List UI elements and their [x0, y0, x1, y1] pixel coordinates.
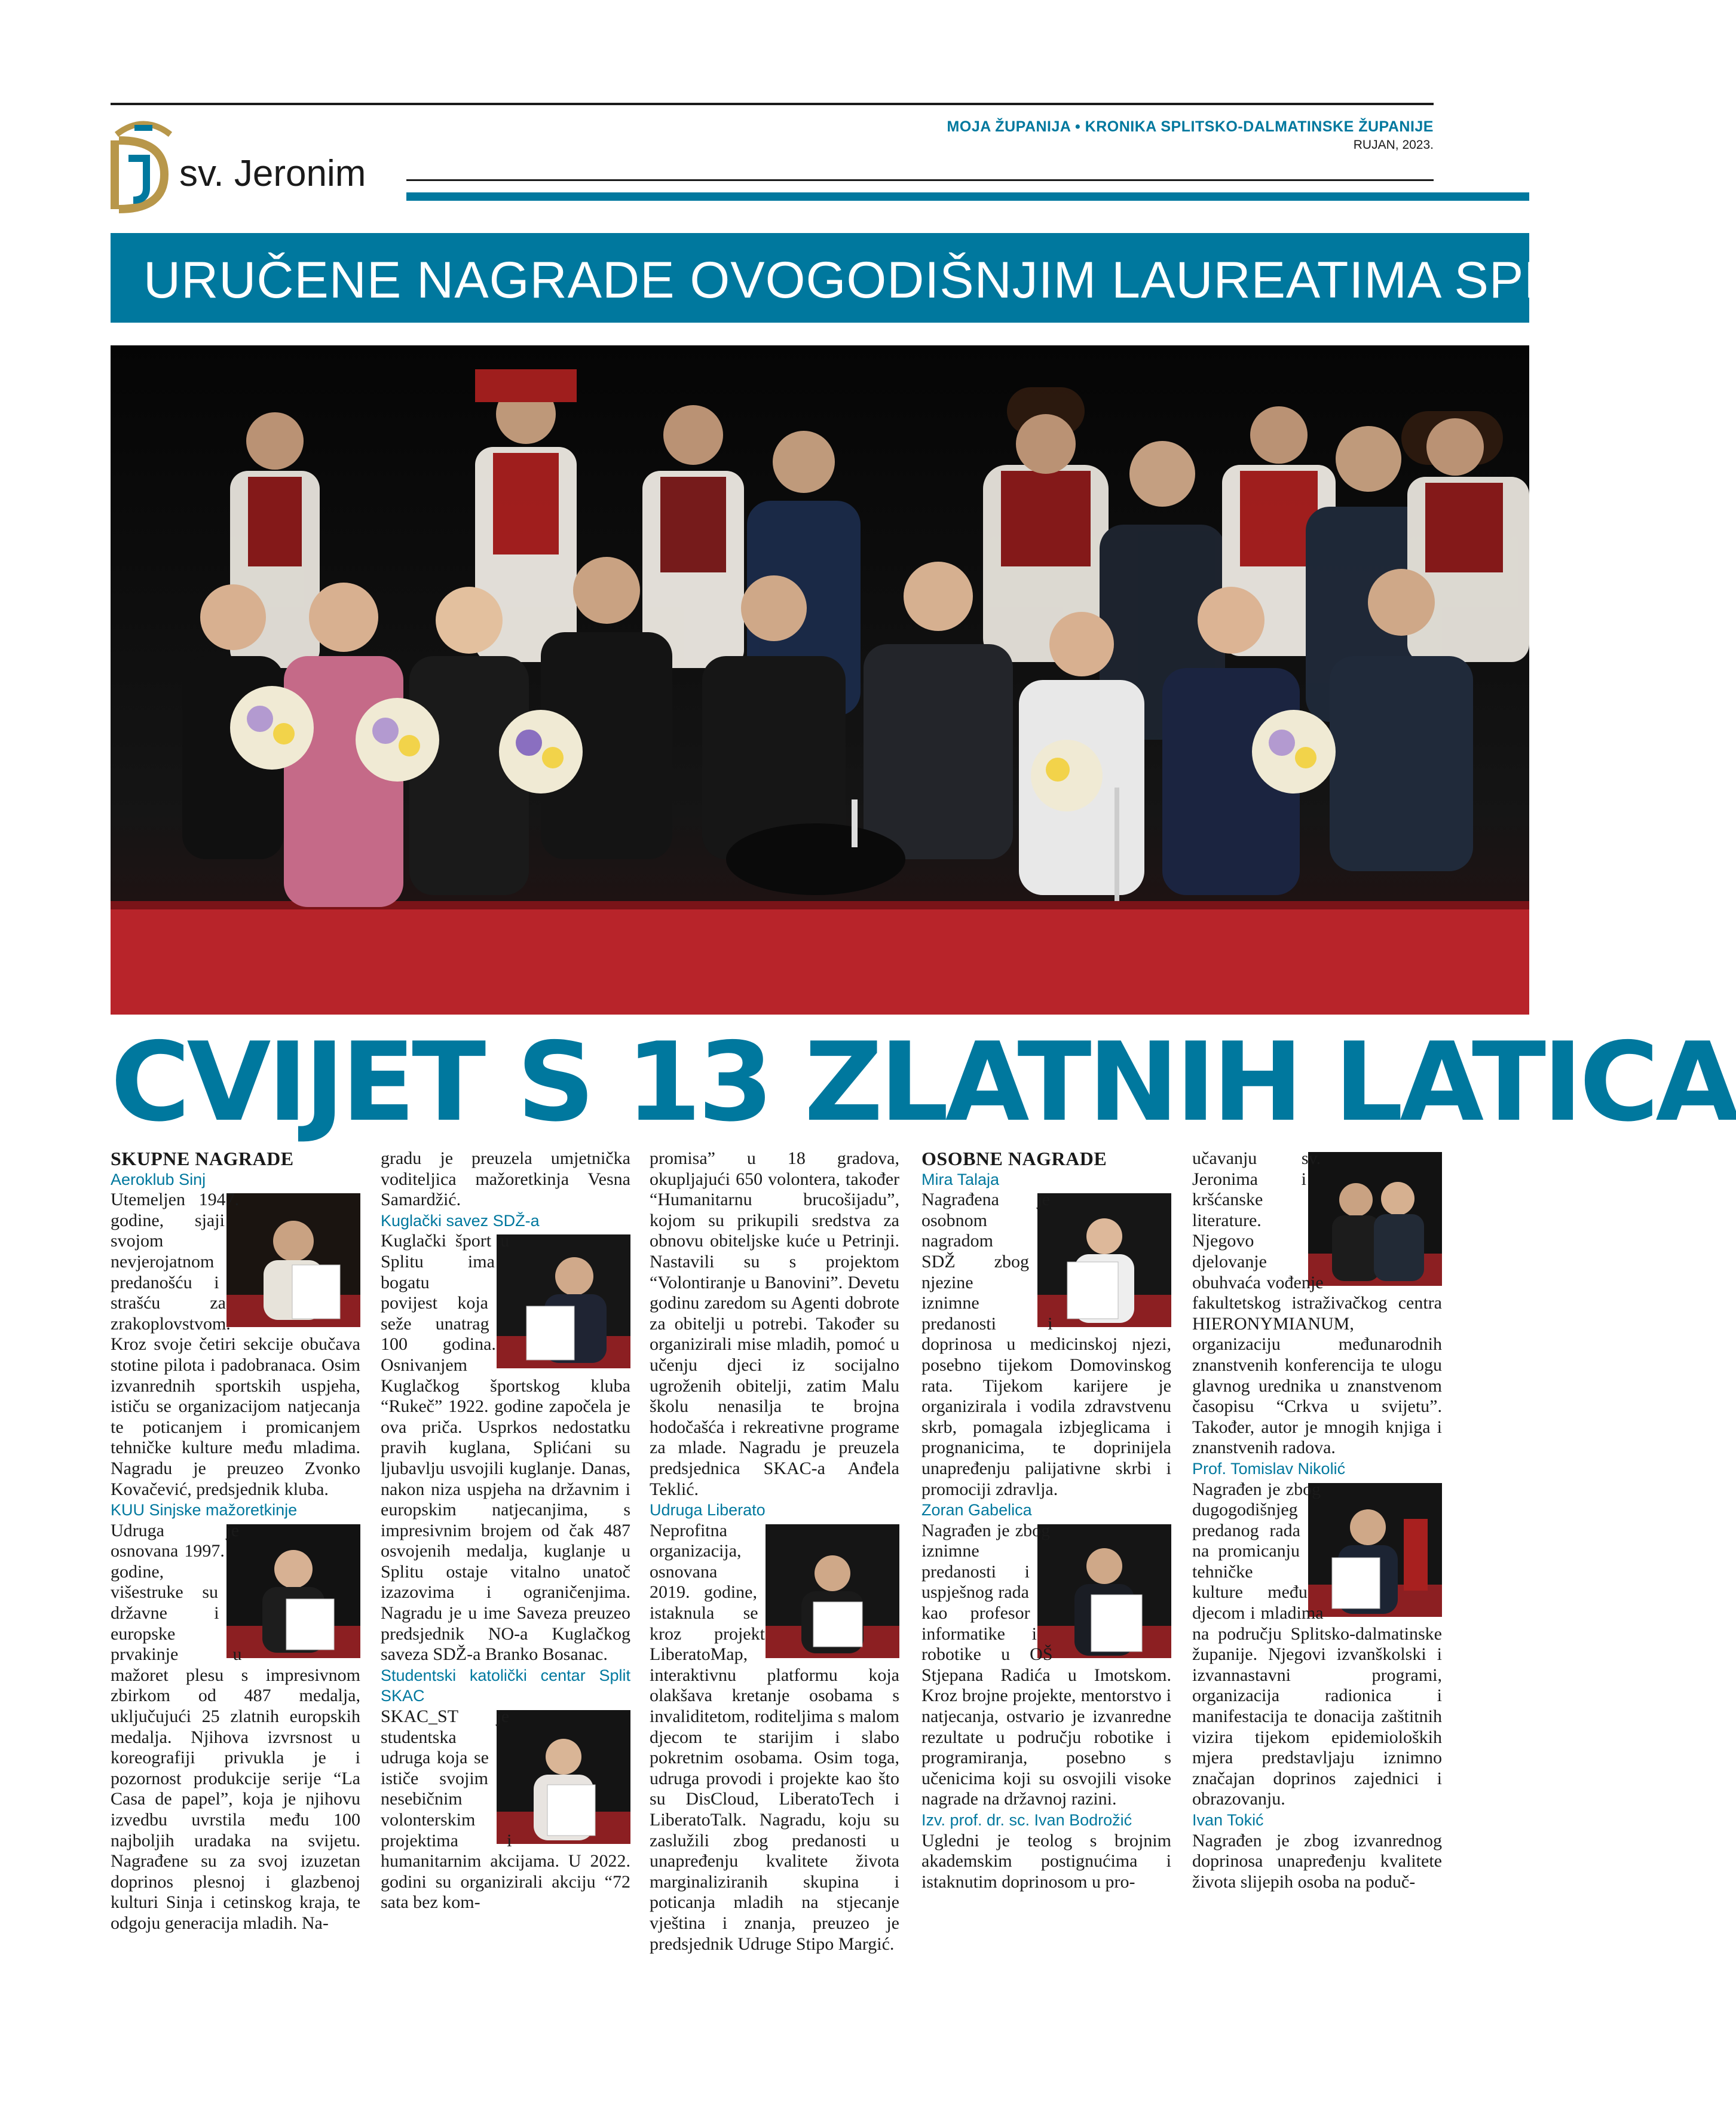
- issue-date: RUJAN, 2023.: [1353, 138, 1434, 152]
- award-title-udruga-liberato: Udruga Liberato: [650, 1501, 766, 1519]
- award-title-mira-talaja: Mira Talaja: [921, 1170, 1000, 1188]
- portrait-aeroklub-sinj: [226, 1193, 360, 1327]
- award-text-tomislav-nikolic: Nagrađen je zbog dugogodišnjeg predanog rada na promicanju tehničke kulture među djecom i mladima na području Splitsko-dalmatinske županije. Njegovi izvanškolski i izvannastavni programi, organizacija radionica i manifestacija te donacija zaštitnih vizira tijekom epidemioloških mjera predstavljaju iznimno značajan doprinos zajednici i obrazovanju.: [1192, 1479, 1442, 1809]
- masthead: [947, 118, 1434, 152]
- column-3: [650, 1148, 899, 1954]
- award-title-skac: Studentski katolički centar Split SKAC: [381, 1666, 630, 1705]
- award-title-tomislav-nikolic: Prof. Tomislav Nikolić: [1192, 1459, 1346, 1478]
- column-2: [381, 1148, 630, 1913]
- award-text-aeroklub-sinj: Utemeljen 1947. godine, sjaji svojom nevjerojatnom predanošću i strašću za zrakoplovstvom. Kroz svoje četiri sekcije obučava stotine pilota i padobranaca. Osim izvanrednih sportskih uspjeha, ističu se organizacijom natjecanja te poticanjem i promicanjem tehničke kulture među mladima. Nagradu je preuzeo Zvonko Kovačević, predsjednik kluba.: [111, 1190, 360, 1499]
- portrait-skac: [497, 1710, 630, 1844]
- continuation-text: učavanju sv. Jeronima i kršćanske literature. Njegovo djelovanje obuhvaća vođenje fakultetskog istraživačkog centra HIERONYMIANUM, organizaciju međunarodnih znanstvenih konferencija te ulogu glavnog urednika u znanstvenom časopisu “Crkva u svijetu”. Također, autor je mnogih knjiga i znanstvenih radova.: [1192, 1148, 1442, 1458]
- award-title-sinjske-mazoretkinje: KUU Sinjske mažoretkinje: [111, 1501, 298, 1519]
- portrait-zoran-gabelica: [1037, 1524, 1171, 1658]
- section-heading-personal-awards: OSOBNE NAGRADE: [921, 1148, 1107, 1169]
- column-1: [111, 1148, 360, 1934]
- award-text-ivan-tokic: Nagrađen je zbog izvanrednog doprinosa unapređenju kvalitete života slijepih osoba na poduč-: [1192, 1830, 1442, 1892]
- award-text-udruga-liberato: Neprofitna organizacija, osnovana 2019. godine, istaknula se kroz projekt LiberatoMap, interaktivnu platformu koja olakšava kretanje osobama s invaliditetom, roditeljima s malom djecom te starijim i slabo pokretnim osobama. Osim toga, udruga provodi i projekte kao što su DisCloud, LiberatoTech i LiberatoTalk. Nagradu, koju su zaslužili zbog predanosti u unapređenju kvalitete života marginaliziranih skupina i poticanja mladih na stjecanje vještina i znanja, preuzeo je predsjednik Udruge Stipo Margić.: [650, 1520, 899, 1954]
- header-rule: [406, 179, 1434, 181]
- column-4: [921, 1148, 1171, 1892]
- publication-name: MOJA ŽUPANIJA • KRONIKA SPLITSKO-DALMATINSKE ŽUPANIJE: [947, 118, 1434, 135]
- award-text-ivan-bodrozic: Ugledni je teolog s brojnim akademskim postignućima i istaknutim doprinosom u pro-: [921, 1830, 1171, 1892]
- portrait-tomislav-nikolic: [1308, 1483, 1442, 1617]
- award-title-aeroklub-sinj: Aeroklub Sinj: [111, 1170, 206, 1188]
- portrait-kuglacki-savez: [497, 1234, 630, 1368]
- headline: CVIJET S 13 ZLATNIH LATICA: [111, 1019, 1736, 1145]
- portrait-mira-talaja: [1037, 1193, 1171, 1327]
- continuation-text: gradu je preuzela umjetnička voditeljica mažoretkinja Vesna Samardžić.: [381, 1148, 630, 1210]
- award-text-kuglacki-savez: Kuglački šport u Splitu ima bogatu povijest koja seže unatrag 100 godina. Osnivanjem Kuglačkog športskog kluba “Rukeč” 1922. godine započela je ova priča. Usprkos nedostatku pravih kuglana, Splićani su ljubavlju usvojili kuglanje. Danas, nakon niza uspjeha na državnim i europskim natjecanjima, s impresivnim brojem od čak 487 osvojenih medalja, kuglanje u Splitu ostaje vitalno unatoč izazovima i ograničenjima. Nagradu je u ime Saveza preuzeo predsjednik NO-a Kuglačkog saveza SDŽ-a Branko Bosanac.: [381, 1231, 630, 1665]
- top-rule: [111, 103, 1434, 105]
- logo-text: sv. Jeronim: [179, 153, 366, 194]
- banner-bar: [111, 233, 1728, 323]
- portrait-sinjske-mazoretkinje: [226, 1524, 360, 1658]
- award-title-kuglacki-savez: Kuglački savez SDŽ-a: [381, 1211, 540, 1230]
- award-title-ivan-tokic: Ivan Tokić: [1192, 1811, 1264, 1829]
- award-text-sinjske-mazoretkinje: Udruga je osnovana 1997. godine, višestruke su državne i europske prvakinje u mažoret plesu s impresivnom zbirkom od 487 medalja, uključujući 25 zlatnih europskih medalja. Njihova izvrsnost u koreografiji privukla je i pozornost produkcije serije “La Casa de papel”, koja je njihovu izvedbu uvrstila među 100 najboljih uradaka na svijetu. Nagrađene su za svoj izuzetan doprinos plesnoj i glazbenoj kulturi Sinja i cetinskog kraja, te odgoju generacija mladih. Na-: [111, 1520, 360, 1933]
- portrait-ivan-bodrozic: [1308, 1152, 1442, 1286]
- laureates-group-photo: [111, 345, 1529, 1015]
- header-accent-bar: [406, 192, 1529, 201]
- award-text-zoran-gabelica: Nagrađen je zbog iznimne predanosti i uspješnog rada kao profesor informatike i robotike u OŠ Stjepana Radića u Imotskom. Kroz brojne projekte, mentorstvo i natjecanja, ostvario je izvanredne rezultate u području robotike i programiranja, posebno s učenicima koji su osvojili visoke nagrade na državnoj razini.: [921, 1520, 1171, 1809]
- award-text-mira-talaja: Nagrađena je osobnom nagradom SDŽ zbog njezine iznimne predanosti i doprinosa u medicinskoj njezi, posebno tijekom Domovinskog rata. Tijekom karijere je organizirala i vodila zdravstvenu skrb, pomagala izbjeglicama i prognanicima, te doprinijela unapređenju palijativne skrbi i promociji zdravlja.: [921, 1190, 1171, 1499]
- award-text-skac: SKAC_ST je studentska udruga koja se ističe svojim nesebičnim volonterskim projektima i humanitarnim akcijama. U 2022. godini su organizirali akciju “72 sata bez kom-: [381, 1707, 630, 1913]
- award-title-ivan-bodrozic: Izv. prof. dr. sc. Ivan Bodrožić: [921, 1811, 1132, 1829]
- column-5: [1192, 1148, 1442, 1892]
- continuation-text: promisa” u 18 gradova, okupljajući 650 volontera, također “Humanitarnu brucošijadu”, kojom su prikupili sredstva za obnovu obiteljske kuće u Petrinji. Nastavili su s projektom “Volontiranje u Banovini”. Devetu godinu zaredom su Agenti dobrote za obitelji u potrebi. Također su organizirali mise mladih, pomoć u učenju djeci iz socijalno ugroženih obitelji, zatim Malu školu nenasilja te brojna hodočašća i rekreativne programe za mlade. Nagradu je preuzela predsjednica SKAC-a Anđela Teklić.: [650, 1148, 899, 1499]
- section-heading-group-awards: SKUPNE NAGRADE: [111, 1148, 294, 1169]
- award-title-zoran-gabelica: Zoran Gabelica: [921, 1501, 1032, 1519]
- portrait-udruga-liberato: [766, 1524, 899, 1658]
- banner-title: URUČENE NAGRADE OVOGODIŠNJIM LAUREATIMA SPLITSKO-: [143, 252, 1728, 309]
